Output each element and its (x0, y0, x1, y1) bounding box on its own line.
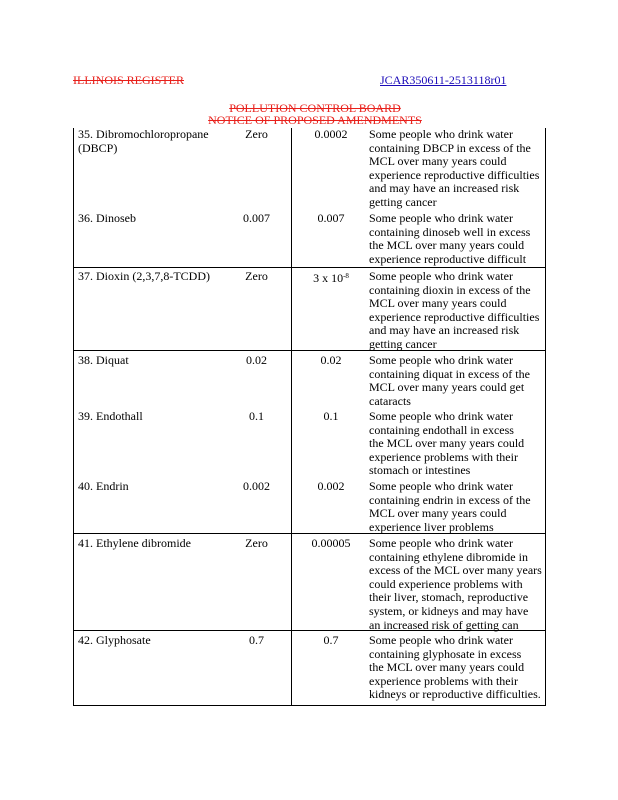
mclg-value: Zero (245, 127, 268, 141)
column-divider (291, 128, 292, 705)
mcl-value: 0.00005 (311, 536, 351, 550)
mcl-value: 0.1 (323, 409, 339, 423)
board-title: POLLUTION CONTROL BOARD (229, 101, 401, 115)
contaminant-name: 39. Endothall (78, 409, 143, 423)
health-effect: Some people who drink water containing glyphosate in excess the MCL over many years could experience problems with their kidneys or reproductive difficulties. (369, 633, 541, 702)
notice-title: NOTICE OF PROPOSED AMENDMENTS (208, 113, 422, 127)
mcl-base: 3 x 10 (313, 271, 344, 285)
health-effect: Some people who drink water containing DBCP in excess of the MCL over many years could experience reproductive difficulties and may have an increased risk getting cancer (369, 127, 540, 209)
contaminant-name: 42. Glyphosate (78, 633, 151, 647)
register-title: ILLINOIS REGISTER (73, 73, 184, 87)
contaminant-name: 41. Ethylene dibromide (78, 536, 191, 550)
mcl-value: 0.7 (323, 633, 339, 647)
mclg-value: 0.02 (246, 353, 267, 367)
contaminant-name: 35. Dibromochloropropane (DBCP) (78, 127, 209, 155)
mclg-value: 0.007 (243, 211, 270, 225)
mcl-exponent: -8 (343, 272, 349, 280)
contaminant-table (73, 128, 546, 706)
mcl-value: 0.002 (317, 479, 345, 493)
mcl-value: 0.0002 (314, 127, 348, 141)
mcl-value (296, 270, 366, 286)
health-effect: Some people who drink water containing dinoseb well in excess the MCL over many years could experience reproductive difficult (369, 211, 531, 266)
contaminant-name: 40. Endrin (78, 479, 129, 493)
document-id-link[interactable]: JCAR350611-2513118r01 (380, 73, 507, 87)
contaminant-name: 38. Diquat (78, 353, 129, 367)
health-effect: Some people who drink water containing endothall in excess the MCL over many years could experience problems with their stomach or intestines (369, 409, 525, 478)
contaminant-name: 37. Dioxin (2,3,7,8-TCDD) (78, 269, 210, 283)
contaminant-name: 36. Dinoseb (78, 211, 136, 225)
mclg-value: Zero (245, 269, 268, 283)
mclg-value: 0.1 (249, 409, 264, 423)
health-effect: Some people who drink water containing ethylene dibromide in excess of the MCL over many years could experience problems with their liver, stomach, reproductive system, or kidneys and may have an increased risk of getting can (369, 536, 542, 632)
health-effect: Some people who drink water containing dioxin in excess of the MCL over many years could experience reproductive difficulties and may have an increased risk getting cancer (369, 269, 540, 351)
row-divider (74, 267, 545, 268)
health-effect: Some people who drink water containing endrin in excess of the MCL over many years could experience liver problems (369, 479, 531, 534)
health-effect: Some people who drink water containing diquat in excess of the MCL over many years could get cataracts (369, 353, 530, 408)
mclg-value: 0.002 (243, 479, 270, 493)
mclg-value: 0.7 (249, 633, 264, 647)
mclg-value: Zero (245, 536, 268, 550)
mcl-value: 0.007 (317, 211, 345, 225)
mcl-value: 0.02 (320, 353, 342, 367)
